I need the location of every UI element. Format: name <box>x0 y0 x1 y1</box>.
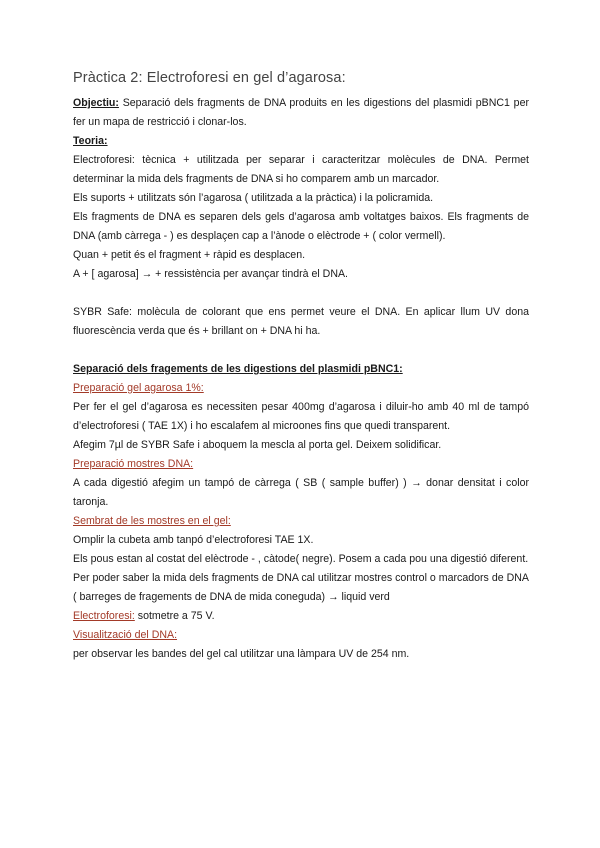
sybr-paragraph: SYBR Safe: molècula de colorant que ens permet veure el DNA. En aplicar llum UV dona fluorescència verda que és + brillant on + DNA hi ha. <box>73 306 529 337</box>
gel-prep-paragraph: Per fer el gel d’agarosa es necessiten pesar 400mg d’agarosa i diluir-ho amb 40 ml de tampó d’electroforesi ( TAE 1X) i ho escalafem al microones fins que quedi transparent. <box>73 401 529 432</box>
spacer <box>73 341 529 360</box>
electro-text: sotmetre a 75 V. <box>134 610 215 622</box>
visual-label: Visualització del DNA: <box>73 629 178 641</box>
theory-paragraph: Els suports + utilitzats són l’agarosa ( utilitzada a la pràctica) i la policramida. <box>73 192 434 204</box>
visual-paragraph: per observar les bandes del gel cal utilitzar una làmpara UV de 254 nm. <box>73 648 410 660</box>
electro-label: Electroforesi: <box>73 610 135 622</box>
objective-label: Objectiu: <box>73 97 119 109</box>
objective-text: Separació dels fragments de DNA produits en les digestions del plasmidi pBNC1 per fer un mapa de restricció i clonar-los. <box>73 97 529 128</box>
electro-paragraph <box>73 607 529 626</box>
sample-prep-label: Preparació mostres DNA: <box>73 458 194 470</box>
gel-prep-paragraph: Afegim 7µl de SYBR Safe i aboquem la mescla al porta gel. Deixem solidificar. <box>73 439 442 451</box>
theory-paragraph: Electroforesi: tècnica + utilitzada per separar i caracteritzar molècules de DNA. Permet determinar la mida dels fragments de DNA si ho comparem amb un marcador. <box>73 154 529 185</box>
document-page <box>73 70 529 664</box>
loading-paragraph: Omplir la cubeta amb tanpó d’electroforesi TAE 1X. <box>73 534 314 546</box>
theory-paragraph: A + [ agarosa] → + ressistència per avançar tindrà el DNA. <box>73 268 348 280</box>
theory-heading: Teoria: <box>73 135 108 147</box>
gel-prep-label: Preparació gel agarosa 1%: <box>73 382 204 394</box>
loading-label: Sembrat de les mostres en el gel: <box>73 515 231 527</box>
loading-paragraph: Els pous estan al costat del elèctrode - , càtode( negre). Posem a cada pou una digestió diferent. <box>73 553 529 565</box>
page-title: Pràctica 2: Electroforesi en gel d’agarosa: <box>73 70 346 86</box>
theory-paragraph: Quan + petit és el fragment + ràpid es desplacen. <box>73 249 306 261</box>
sample-prep-paragraph: A cada digestió afegim un tampó de càrrega ( SB ( sample buffer) ) → donar densitat i color taronja. <box>73 477 529 508</box>
loading-paragraph: Per poder saber la mida dels fragments de DNA cal utilitzar mostres control o marcadors de DNA ( barreges de fragements de DNA de mida coneguda) → liquid verd <box>73 572 529 603</box>
separation-heading: Separació dels fragements de les digestions del plasmidi pBNC1: <box>73 363 403 375</box>
theory-paragraph: Els fragments de DNA es separen dels gels d’agarosa amb voltatges baixos. Els fragments de DNA (amb càrrega - ) es desplaçen cap a l’ànode o elèctrode + ( color vermell). <box>73 211 529 242</box>
spacer <box>73 284 529 303</box>
objective-paragraph <box>73 94 529 132</box>
